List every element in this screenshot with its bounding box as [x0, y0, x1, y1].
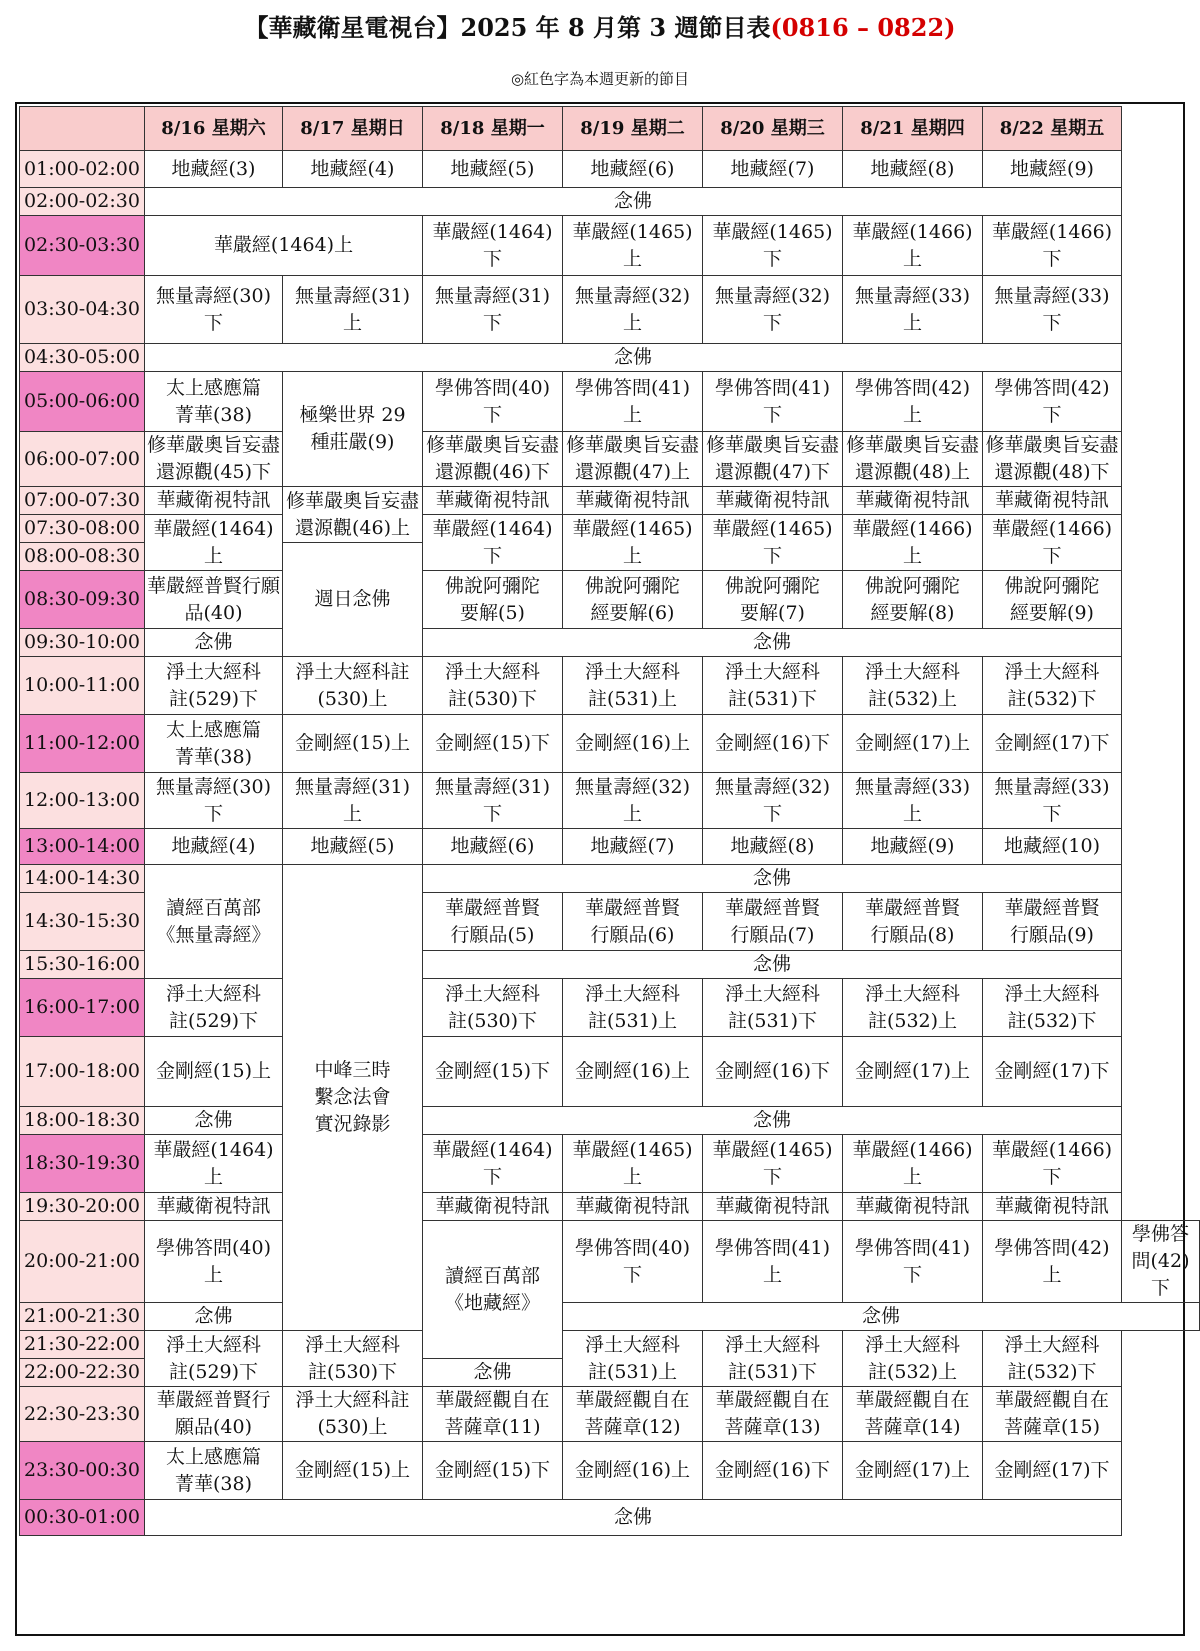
program-cell: 念佛 [423, 1107, 1122, 1135]
time-slot: 22:00-22:30 [20, 1359, 145, 1387]
table-row [20, 1500, 1200, 1536]
program-cell: 太上感應篇 菁華(38) [145, 372, 283, 432]
table-row [20, 432, 1200, 487]
program-cell: 學佛答問(40) 上 [145, 1221, 283, 1303]
program-cell: 金剛經(16)下 [703, 1442, 843, 1500]
program-cell: 華嚴經(1466) 下 [983, 515, 1122, 571]
program-cell: 淨土大經科 註(531)下 [703, 979, 843, 1037]
header-row [20, 107, 1200, 151]
program-cell: 淨土大經科 註(532)上 [843, 657, 983, 715]
program-cell: 華嚴經普賢 行願品(8) [843, 893, 983, 951]
program-cell: 地藏經(5) [283, 829, 423, 865]
program-cell: 地藏經(9) [843, 829, 983, 865]
program-cell: 週日念佛 [283, 543, 423, 657]
program-cell: 無量壽經(31) 下 [423, 773, 563, 829]
time-slot: 05:00-06:00 [20, 372, 145, 432]
program-cell: 華嚴經觀自在 菩薩章(12) [563, 1387, 703, 1442]
table-row [20, 1331, 1200, 1359]
time-slot: 21:30-22:00 [20, 1331, 145, 1359]
time-slot: 20:00-21:00 [20, 1221, 145, 1303]
title-date-range: (0816 – 0822) [770, 13, 956, 42]
program-cell: 淨土大經科 註(530)下 [423, 657, 563, 715]
program-cell: 學佛答問(42) 下 [1122, 1221, 1200, 1303]
program-cell: 華藏衛視特訊 [703, 1193, 843, 1221]
program-cell: 地藏經(9) [983, 151, 1122, 188]
time-slot: 23:30-00:30 [20, 1442, 145, 1500]
program-cell: 華嚴經(1464) 下 [423, 216, 563, 276]
program-cell: 學佛答問(40) 下 [563, 1221, 703, 1303]
program-cell: 華嚴經普賢行 願品(40) [145, 1387, 283, 1442]
program-cell: 華藏衛視特訊 [145, 487, 283, 515]
program-cell: 念佛 [145, 629, 283, 657]
program-cell: 太上感應篇 菁華(38) [145, 715, 283, 773]
program-cell: 念佛 [423, 629, 1122, 657]
program-cell: 地藏經(6) [423, 829, 563, 865]
table-row [20, 657, 1200, 715]
day-header: 8/18 星期一 [423, 107, 563, 151]
program-cell: 念佛 [145, 1303, 283, 1331]
program-cell: 學佛答問(41) 上 [563, 372, 703, 432]
program-cell: 無量壽經(30) 下 [145, 276, 283, 344]
page-title [0, 8, 1200, 43]
program-cell: 念佛 [145, 1500, 1122, 1536]
program-cell: 修華嚴奧旨妄盡 還源觀(46)下 [423, 432, 563, 487]
program-cell: 金剛經(17)上 [843, 1037, 983, 1107]
program-cell: 無量壽經(32) 上 [563, 773, 703, 829]
day-header: 8/19 星期二 [563, 107, 703, 151]
program-cell: 學佛答問(42) 下 [983, 372, 1122, 432]
program-cell: 金剛經(17)下 [983, 1442, 1122, 1500]
table-row [20, 515, 1200, 543]
program-cell: 無量壽經(33) 上 [843, 276, 983, 344]
program-cell: 淨土大經科 註(531)下 [703, 1331, 843, 1387]
program-cell: 修華嚴奧旨妄盡 還源觀(47)下 [703, 432, 843, 487]
program-cell: 淨土大經科 註(532)下 [983, 979, 1122, 1037]
time-slot: 15:30-16:00 [20, 951, 145, 979]
program-cell: 華嚴經觀自在 菩薩章(11) [423, 1387, 563, 1442]
program-cell: 華嚴經普賢 行願品(6) [563, 893, 703, 951]
time-slot: 18:30-19:30 [20, 1135, 145, 1193]
time-slot: 22:30-23:30 [20, 1387, 145, 1442]
program-cell: 華藏衛視特訊 [703, 487, 843, 515]
program-cell: 金剛經(15)下 [423, 715, 563, 773]
program-cell: 華藏衛視特訊 [423, 1193, 563, 1221]
program-cell: 金剛經(16)上 [563, 1442, 703, 1500]
program-cell: 華藏衛視特訊 [983, 1193, 1122, 1221]
table-row [20, 865, 1200, 893]
schedule-body [20, 151, 1200, 1536]
program-cell: 華嚴經普賢 行願品(9) [983, 893, 1122, 951]
time-slot: 21:00-21:30 [20, 1303, 145, 1331]
program-cell: 淨土大經科 註(530)下 [423, 979, 563, 1037]
program-cell: 金剛經(17)下 [983, 1037, 1122, 1107]
program-cell: 學佛答問(41) 下 [703, 372, 843, 432]
program-cell: 華藏衛視特訊 [983, 487, 1122, 515]
program-cell: 佛說阿彌陀 要解(5) [423, 571, 563, 629]
program-cell: 佛說阿彌陀 經要解(6) [563, 571, 703, 629]
table-row [20, 1135, 1200, 1193]
table-row [20, 979, 1200, 1037]
program-cell: 華藏衛視特訊 [563, 487, 703, 515]
program-cell: 淨土大經科 註(532)上 [843, 979, 983, 1037]
time-slot: 00:30-01:00 [20, 1500, 145, 1536]
program-cell: 華藏衛視特訊 [145, 1193, 283, 1221]
time-slot: 04:30-05:00 [20, 344, 145, 372]
table-row [20, 1193, 1200, 1221]
day-header: 8/22 星期五 [983, 107, 1122, 151]
program-cell: 金剛經(16)下 [703, 1037, 843, 1107]
program-cell: 佛說阿彌陀 經要解(8) [843, 571, 983, 629]
program-cell: 淨土大經科 註(530)下 [283, 1331, 423, 1387]
program-cell: 佛說阿彌陀 要解(7) [703, 571, 843, 629]
program-cell: 中峰三時 繫念法會 實況錄影 [283, 865, 423, 1331]
table-row [20, 372, 1200, 432]
program-cell: 金剛經(17)下 [983, 715, 1122, 773]
program-cell: 修華嚴奧旨妄盡 還源觀(48)下 [983, 432, 1122, 487]
program-cell: 淨土大經科註 (530)上 [283, 1387, 423, 1442]
time-slot: 13:00-14:00 [20, 829, 145, 865]
program-cell: 念佛 [423, 1359, 563, 1387]
time-slot: 02:30-03:30 [20, 216, 145, 276]
time-slot: 19:30-20:00 [20, 1193, 145, 1221]
program-cell: 修華嚴奧旨妄盡 還源觀(47)上 [563, 432, 703, 487]
program-cell: 修華嚴奧旨妄盡 還源觀(45)下 [145, 432, 283, 487]
table-row [20, 1387, 1200, 1442]
title-main: 【華藏衛星電視台】2025 年 8 月第 3 週節目表 [244, 13, 771, 42]
program-cell: 淨土大經科 註(532)下 [983, 1331, 1122, 1387]
program-cell: 華嚴經(1465) 上 [563, 1135, 703, 1193]
program-cell: 金剛經(16)上 [563, 1037, 703, 1107]
program-cell: 學佛答問(42) 上 [983, 1221, 1122, 1303]
table-row [20, 151, 1200, 188]
table-row [20, 629, 1200, 657]
program-cell: 華嚴經(1465) 下 [703, 1135, 843, 1193]
program-cell: 無量壽經(30) 下 [145, 773, 283, 829]
program-cell: 華嚴經(1465) 下 [703, 216, 843, 276]
program-cell: 淨土大經科 註(531)下 [703, 657, 843, 715]
program-cell: 淨土大經科 註(532)下 [983, 657, 1122, 715]
program-cell: 華嚴經(1466) 上 [843, 1135, 983, 1193]
program-cell: 地藏經(4) [283, 151, 423, 188]
program-cell: 華藏衛視特訊 [843, 487, 983, 515]
program-cell: 金剛經(15)下 [423, 1442, 563, 1500]
table-row [20, 276, 1200, 344]
program-cell: 華嚴經(1466) 上 [843, 515, 983, 571]
table-row [20, 829, 1200, 865]
program-cell: 淨土大經科 註(531)上 [563, 657, 703, 715]
time-slot: 08:30-09:30 [20, 571, 145, 629]
program-cell: 華嚴經(1466) 上 [843, 216, 983, 276]
program-cell: 淨土大經科 註(532)上 [843, 1331, 983, 1387]
time-slot: 07:30-08:00 [20, 515, 145, 543]
time-slot: 18:00-18:30 [20, 1107, 145, 1135]
time-column-header [20, 107, 145, 151]
day-header: 8/17 星期日 [283, 107, 423, 151]
program-cell: 念佛 [563, 1303, 1200, 1331]
table-row [20, 216, 1200, 276]
program-cell: 無量壽經(32) 下 [703, 276, 843, 344]
program-cell: 華嚴經(1464) 下 [423, 515, 563, 571]
day-header: 8/16 星期六 [145, 107, 283, 151]
program-cell: 華嚴經(1464) 上 [145, 1135, 283, 1193]
program-cell: 太上感應篇 菁華(38) [145, 1442, 283, 1500]
program-cell: 金剛經(15)上 [283, 715, 423, 773]
program-cell: 金剛經(16)下 [703, 715, 843, 773]
program-cell: 學佛答問(41) 上 [703, 1221, 843, 1303]
program-cell: 無量壽經(32) 上 [563, 276, 703, 344]
program-cell: 淨土大經科註 (530)上 [283, 657, 423, 715]
time-slot: 09:30-10:00 [20, 629, 145, 657]
program-cell: 地藏經(3) [145, 151, 283, 188]
time-slot: 03:30-04:30 [20, 276, 145, 344]
program-cell: 華嚴經(1464) 下 [423, 1135, 563, 1193]
program-cell: 讀經百萬部 《地藏經》 [423, 1221, 563, 1359]
program-cell: 地藏經(6) [563, 151, 703, 188]
table-row [20, 715, 1200, 773]
table-row [20, 487, 1200, 515]
program-cell: 華嚴經(1465) 上 [563, 515, 703, 571]
table-row [20, 1037, 1200, 1107]
program-cell: 淨土大經科 註(531)上 [563, 979, 703, 1037]
time-slot: 14:00-14:30 [20, 865, 145, 893]
time-slot: 16:00-17:00 [20, 979, 145, 1037]
program-cell: 金剛經(15)上 [145, 1037, 283, 1107]
program-cell: 無量壽經(32) 下 [703, 773, 843, 829]
program-cell: 金剛經(17)上 [843, 715, 983, 773]
program-cell: 無量壽經(31) 下 [423, 276, 563, 344]
program-cell: 華嚴經普賢 行願品(5) [423, 893, 563, 951]
time-slot: 02:00-02:30 [20, 188, 145, 216]
program-cell: 金剛經(15)下 [423, 1037, 563, 1107]
time-slot: 08:00-08:30 [20, 543, 145, 571]
program-cell: 華嚴經觀自在 菩薩章(13) [703, 1387, 843, 1442]
table-row [20, 1107, 1200, 1135]
program-cell: 念佛 [145, 188, 1122, 216]
program-cell: 華嚴經(1466) 下 [983, 216, 1122, 276]
table-row [20, 571, 1200, 629]
program-cell: 金剛經(16)上 [563, 715, 703, 773]
program-cell: 華嚴經(1465) 下 [703, 515, 843, 571]
table-row [20, 1303, 1200, 1331]
program-cell: 地藏經(5) [423, 151, 563, 188]
program-cell: 華嚴經普賢行願 品(40) [145, 571, 283, 629]
program-cell: 金剛經(15)上 [283, 1442, 423, 1500]
program-cell: 讀經百萬部 《無量壽經》 [145, 865, 283, 979]
time-slot: 11:00-12:00 [20, 715, 145, 773]
program-cell: 修華嚴奧旨妄盡 還源觀(46)上 [283, 487, 423, 543]
program-cell: 淨土大經科 註(529)下 [145, 1331, 283, 1387]
program-cell: 地藏經(7) [703, 151, 843, 188]
program-cell: 華藏衛視特訊 [843, 1193, 983, 1221]
schedule-table [19, 106, 1200, 1536]
program-cell: 地藏經(4) [145, 829, 283, 865]
program-cell: 學佛答問(41) 下 [843, 1221, 983, 1303]
program-cell: 念佛 [145, 344, 1122, 372]
day-header: 8/20 星期三 [703, 107, 843, 151]
program-cell: 學佛答問(40) 下 [423, 372, 563, 432]
program-cell: 念佛 [423, 865, 1122, 893]
table-row [20, 773, 1200, 829]
program-cell: 華嚴經(1464) 上 [145, 515, 283, 571]
program-cell: 佛說阿彌陀 經要解(9) [983, 571, 1122, 629]
time-slot: 17:00-18:00 [20, 1037, 145, 1107]
update-note: ◎紅色字為本週更新的節目 [510, 70, 690, 88]
table-row [20, 1221, 1200, 1303]
program-cell: 地藏經(7) [563, 829, 703, 865]
program-cell: 修華嚴奧旨妄盡 還源觀(48)上 [843, 432, 983, 487]
program-cell: 華藏衛視特訊 [423, 487, 563, 515]
program-cell: 地藏經(10) [983, 829, 1122, 865]
program-cell: 極樂世界 29 種莊嚴(9) [283, 372, 423, 487]
program-cell: 淨土大經科 註(529)下 [145, 657, 283, 715]
table-row [20, 1442, 1200, 1500]
program-cell: 華嚴經觀自在 菩薩章(15) [983, 1387, 1122, 1442]
program-cell: 無量壽經(33) 下 [983, 276, 1122, 344]
program-cell: 淨土大經科 註(529)下 [145, 979, 283, 1037]
program-cell: 華嚴經(1464)上 [145, 216, 423, 276]
program-cell: 無量壽經(31) 上 [283, 276, 423, 344]
time-slot: 12:00-13:00 [20, 773, 145, 829]
program-cell: 華嚴經普賢 行願品(7) [703, 893, 843, 951]
day-header: 8/21 星期四 [843, 107, 983, 151]
time-slot: 14:30-15:30 [20, 893, 145, 951]
program-cell: 無量壽經(31) 上 [283, 773, 423, 829]
program-cell: 華藏衛視特訊 [563, 1193, 703, 1221]
program-cell: 學佛答問(42) 上 [843, 372, 983, 432]
program-cell: 無量壽經(33) 上 [843, 773, 983, 829]
program-cell: 華嚴經觀自在 菩薩章(14) [843, 1387, 983, 1442]
time-slot: 01:00-02:00 [20, 151, 145, 188]
program-cell: 念佛 [145, 1107, 283, 1135]
table-row [20, 344, 1200, 372]
program-cell: 淨土大經科 註(531)上 [563, 1331, 703, 1387]
program-cell: 無量壽經(33) 下 [983, 773, 1122, 829]
program-cell: 地藏經(8) [703, 829, 843, 865]
time-slot: 10:00-11:00 [20, 657, 145, 715]
program-cell: 華嚴經(1465) 上 [563, 216, 703, 276]
time-slot: 06:00-07:00 [20, 432, 145, 487]
program-cell: 華嚴經(1466) 下 [983, 1135, 1122, 1193]
program-cell: 金剛經(17)上 [843, 1442, 983, 1500]
time-slot: 07:00-07:30 [20, 487, 145, 515]
program-cell: 念佛 [423, 951, 1122, 979]
program-cell: 地藏經(8) [843, 151, 983, 188]
table-row [20, 188, 1200, 216]
